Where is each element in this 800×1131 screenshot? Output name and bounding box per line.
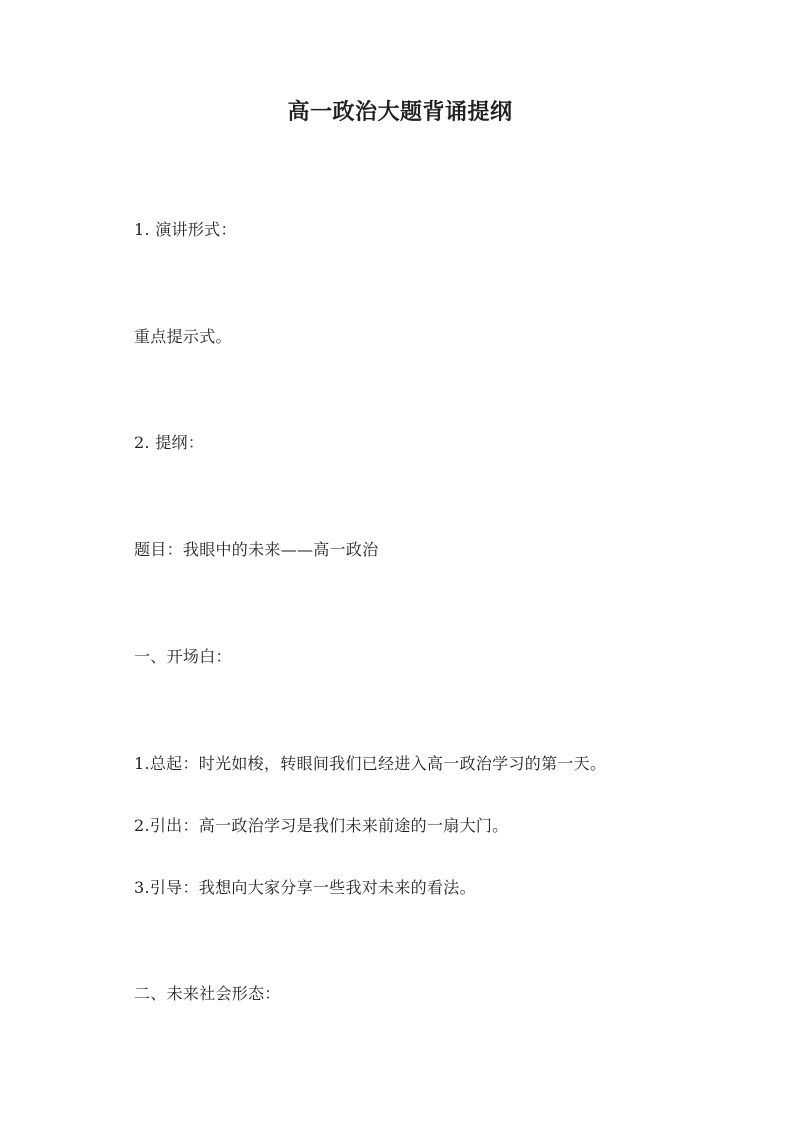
speech-format-text: 重点提示式。 (134, 327, 232, 346)
section-opening-heading: 一、开场白： (134, 647, 232, 666)
opening-point-3: 3.引导：我想向大家分享一些我对未来的看法。 (134, 878, 476, 897)
document-title: 高一政治大题背诵提纲 (287, 99, 513, 125)
section-speech-format-heading: 1. 演讲形式： (134, 220, 237, 239)
opening-point-1: 1.总起：时光如梭，转眼间我们已经进入高一政治学习的第一天。 (134, 754, 607, 773)
section-outline-heading: 2. 提纲： (134, 433, 205, 452)
speech-topic-line: 题目：我眼中的未来——高一政治 (134, 540, 379, 559)
opening-point-2: 2.引出：高一政治学习是我们未来前途的一扇大门。 (134, 816, 509, 835)
section-future-society-heading: 二、未来社会形态： (134, 984, 281, 1003)
